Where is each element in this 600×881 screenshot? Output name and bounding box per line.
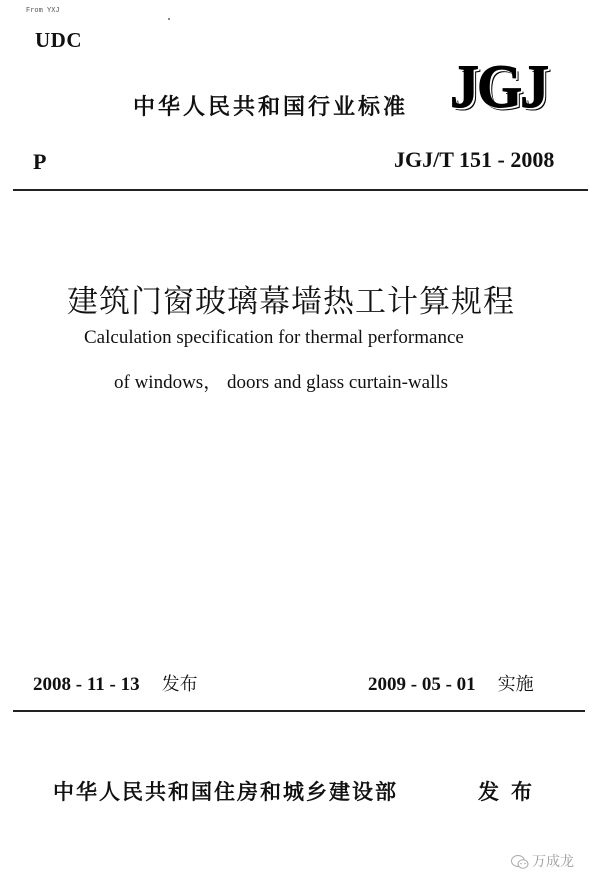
implement-label: 实施 [497, 674, 534, 695]
implement-date-row [368, 670, 534, 696]
title-english-line2: of windows， doors and glass curtain-walls [114, 372, 449, 393]
standard-number: JGJ/T 151 - 2008 [394, 147, 555, 172]
watermark-text: 万成龙 [532, 854, 574, 870]
title-chinese: 建筑门窗玻璃幕墙热工计算规程 [67, 284, 515, 320]
udc-label: UDC [35, 28, 82, 52]
implement-date: 2009 - 05 - 01 [368, 674, 476, 695]
watermark [510, 851, 574, 871]
source-note: From YXJ [26, 7, 60, 15]
bottom-divider [13, 710, 585, 712]
issue-label: 发布 [161, 674, 198, 695]
title-english-line1: Calculation specification for thermal performance [84, 327, 464, 348]
publish-label: 发布 [478, 780, 544, 804]
scan-speck [168, 18, 170, 20]
logo-text: JGJ [450, 52, 548, 121]
issue-date-row [33, 670, 198, 696]
wechat-icon [510, 854, 530, 870]
jgj-logo [450, 52, 556, 121]
top-divider [13, 189, 588, 191]
industry-standard-title: 中华人民共和国行业标准 [133, 95, 409, 120]
issue-date: 2008 - 11 - 13 [33, 674, 140, 695]
issuing-authority: 中华人民共和国住房和城乡建设部 [53, 780, 398, 804]
classification-code: P [33, 149, 47, 174]
